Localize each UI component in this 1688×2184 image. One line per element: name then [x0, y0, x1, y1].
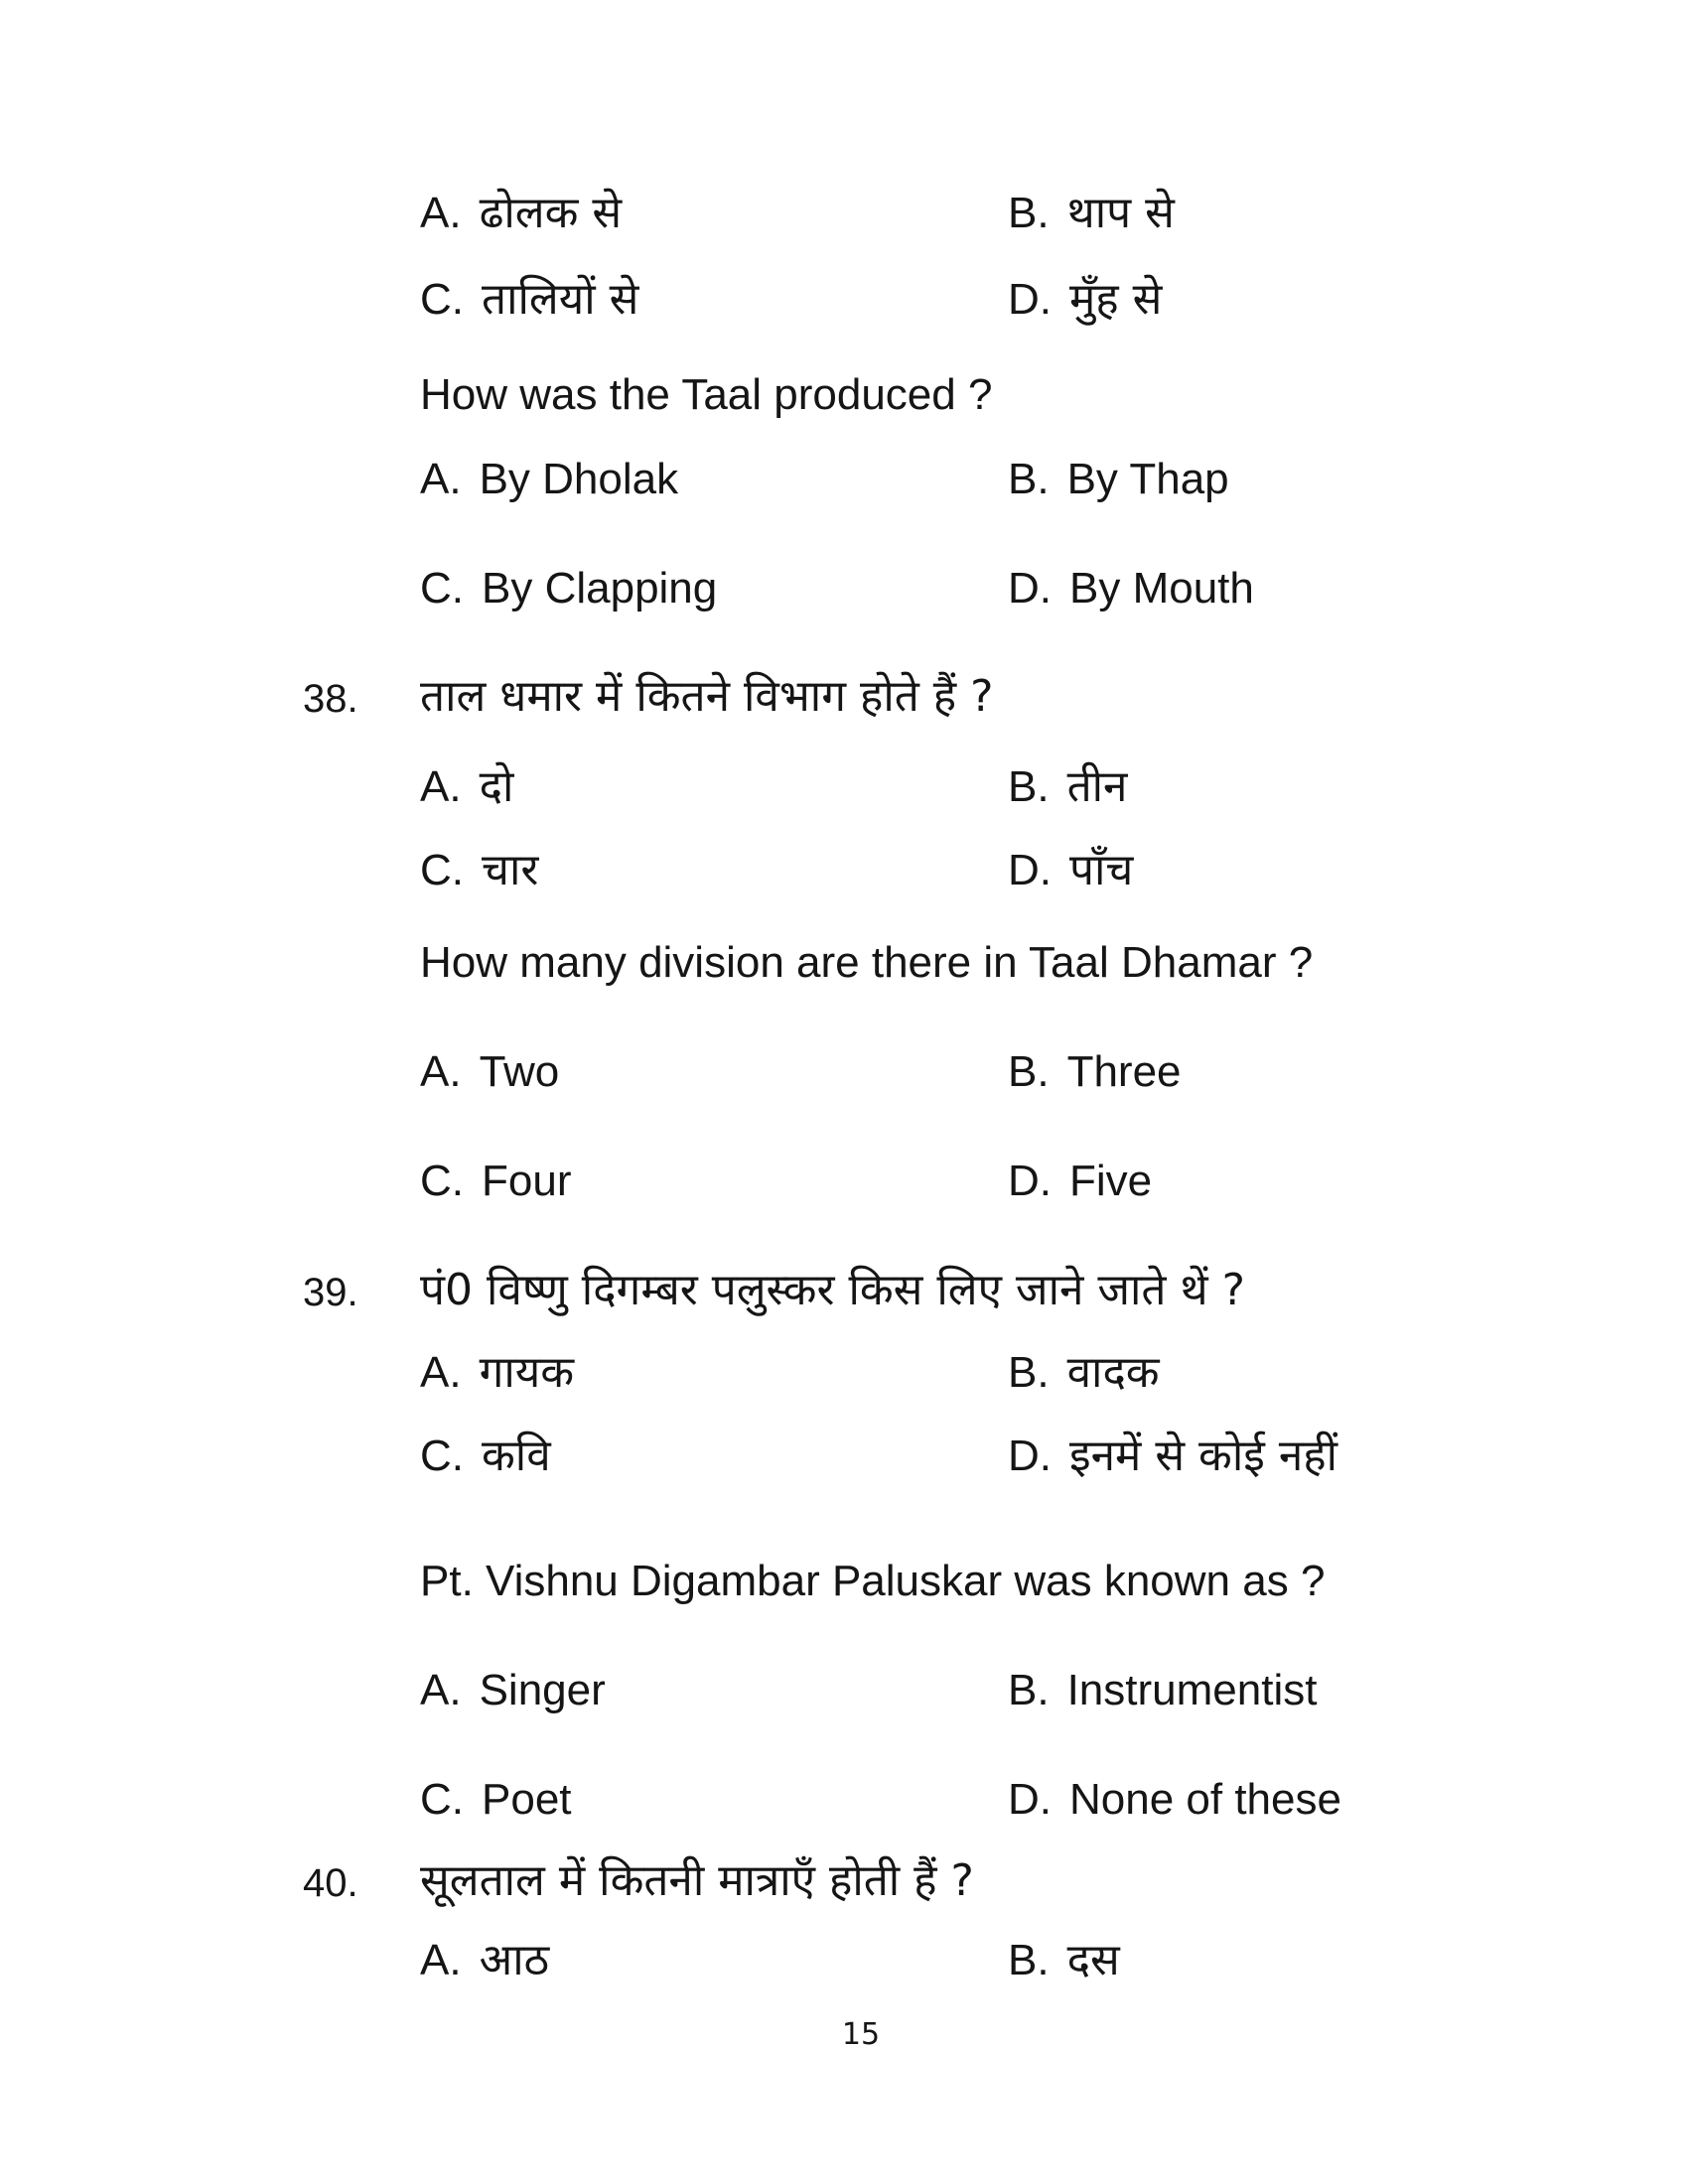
option-text: थाप से [1066, 188, 1175, 238]
q39-hindi-options-row-1 [0, 1348, 1688, 1408]
option-a [420, 189, 622, 239]
option-c [420, 275, 638, 326]
q37-hindi-options-row-1 [0, 189, 1688, 248]
option-label: A. [420, 762, 462, 811]
option-d [1008, 275, 1162, 326]
q39-english-options-row-2 [0, 1775, 1688, 1835]
option-text: Two [479, 1047, 560, 1096]
option-text: इनमें से कोई नहीं [1069, 1431, 1338, 1481]
option-label: A. [420, 189, 462, 237]
q38-english-options-row-1 [0, 1047, 1688, 1107]
option-label: C. [420, 1157, 464, 1205]
option-text: Five [1069, 1157, 1153, 1205]
q38-hindi-options-row-1 [0, 762, 1688, 822]
option-d [1008, 846, 1133, 896]
option-b [1008, 455, 1229, 505]
option-label: D. [1008, 1157, 1052, 1205]
option-a [420, 455, 678, 505]
q37-english-options-row-1 [0, 455, 1688, 514]
q38-english-options-row-2 [0, 1157, 1688, 1216]
option-b [1008, 762, 1127, 813]
option-label: C. [420, 275, 464, 324]
option-b [1008, 1047, 1182, 1098]
option-label: B. [1008, 1666, 1050, 1714]
question-number: 40. [303, 1861, 358, 1905]
option-text: चार [482, 845, 539, 895]
option-text: आठ [479, 1935, 550, 1985]
q40-hindi-options-row-1 [0, 1936, 1688, 1995]
option-label: A. [420, 1047, 462, 1096]
option-c [420, 1775, 572, 1826]
option-text: Singer [479, 1666, 606, 1714]
option-text: Instrumentist [1066, 1666, 1318, 1714]
q39-english-options-row-1 [0, 1666, 1688, 1725]
option-label: D. [1008, 275, 1052, 324]
option-text: वादक [1066, 1347, 1160, 1398]
option-label: B. [1008, 762, 1050, 811]
question-text-hindi: ताल धमार में कितने विभाग होते हैं ? [420, 671, 994, 722]
option-text: पाँच [1069, 845, 1134, 895]
q37-english-options-row-2 [0, 564, 1688, 623]
option-text: By Clapping [482, 564, 718, 613]
option-label: B. [1008, 189, 1050, 237]
q38-english-question-row [0, 938, 1688, 998]
option-label: D. [1008, 846, 1052, 894]
option-text: None of these [1069, 1775, 1341, 1824]
option-d [1008, 1157, 1152, 1207]
question-number: 38. [303, 677, 358, 721]
option-text: By Thap [1066, 455, 1229, 503]
option-b [1008, 1348, 1160, 1399]
option-label: C. [420, 846, 464, 894]
option-label: D. [1008, 564, 1052, 613]
option-label: D. [1008, 1432, 1052, 1480]
q40-hindi-question-row [0, 1856, 1688, 1916]
option-text: Three [1066, 1047, 1182, 1096]
option-text: By Dholak [479, 455, 679, 503]
option-text: तीन [1066, 761, 1128, 812]
option-a [420, 1047, 559, 1098]
option-label: B. [1008, 1348, 1050, 1397]
option-label: C. [420, 1432, 464, 1480]
q39-english-question-row [0, 1557, 1688, 1616]
q39-hindi-options-row-2 [0, 1432, 1688, 1491]
question-text-hindi: पं0 विष्णु दिगम्बर पलुस्कर किस लिए जाने जाते थें ? [420, 1265, 1245, 1315]
option-d [1008, 1775, 1341, 1826]
option-label: C. [420, 1775, 464, 1824]
q38-hindi-question-row [0, 672, 1688, 732]
q37-hindi-options-row-2 [0, 275, 1688, 335]
question-text-english: How was the Taal produced ? [420, 370, 993, 419]
option-label: B. [1008, 1936, 1050, 1984]
option-a [420, 1936, 549, 1986]
question-text-hindi: सूलताल में कितनी मात्राएँ होती हैं ? [420, 1855, 974, 1906]
option-text: दो [479, 761, 514, 812]
option-label: A. [420, 1666, 462, 1714]
option-label: D. [1008, 1775, 1052, 1824]
option-label: B. [1008, 455, 1050, 503]
option-b [1008, 1936, 1120, 1986]
option-d [1008, 1432, 1337, 1482]
option-text: मुँह से [1069, 274, 1163, 325]
option-b [1008, 1666, 1317, 1716]
option-a [420, 1666, 606, 1716]
option-text: तालियों से [482, 274, 639, 325]
option-text: दस [1066, 1935, 1120, 1985]
option-text: गायक [479, 1347, 575, 1398]
option-text: Poet [482, 1775, 572, 1824]
option-b [1008, 189, 1175, 239]
option-c [420, 1157, 571, 1207]
option-text: Four [482, 1157, 572, 1205]
q38-hindi-options-row-2 [0, 846, 1688, 905]
option-label: C. [420, 564, 464, 613]
page-number: 15 [841, 2017, 881, 2052]
question-text-english: Pt. Vishnu Digambar Paluskar was known as ? [420, 1557, 1326, 1605]
option-text: ढोलक से [479, 188, 623, 238]
option-c [420, 846, 538, 896]
option-label: A. [420, 1348, 462, 1397]
option-text: By Mouth [1069, 564, 1254, 613]
question-number: 39. [303, 1271, 358, 1314]
option-text: कवि [482, 1431, 551, 1481]
option-label: A. [420, 455, 462, 503]
q37-english-question-row [0, 370, 1688, 430]
option-label: B. [1008, 1047, 1050, 1096]
option-c [420, 564, 717, 614]
option-a [420, 1348, 574, 1399]
option-d [1008, 564, 1254, 614]
option-a [420, 762, 513, 813]
option-c [420, 1432, 551, 1482]
question-text-english: How many division are there in Taal Dhamar ? [420, 938, 1314, 987]
option-label: A. [420, 1936, 462, 1984]
q39-hindi-question-row [0, 1266, 1688, 1325]
